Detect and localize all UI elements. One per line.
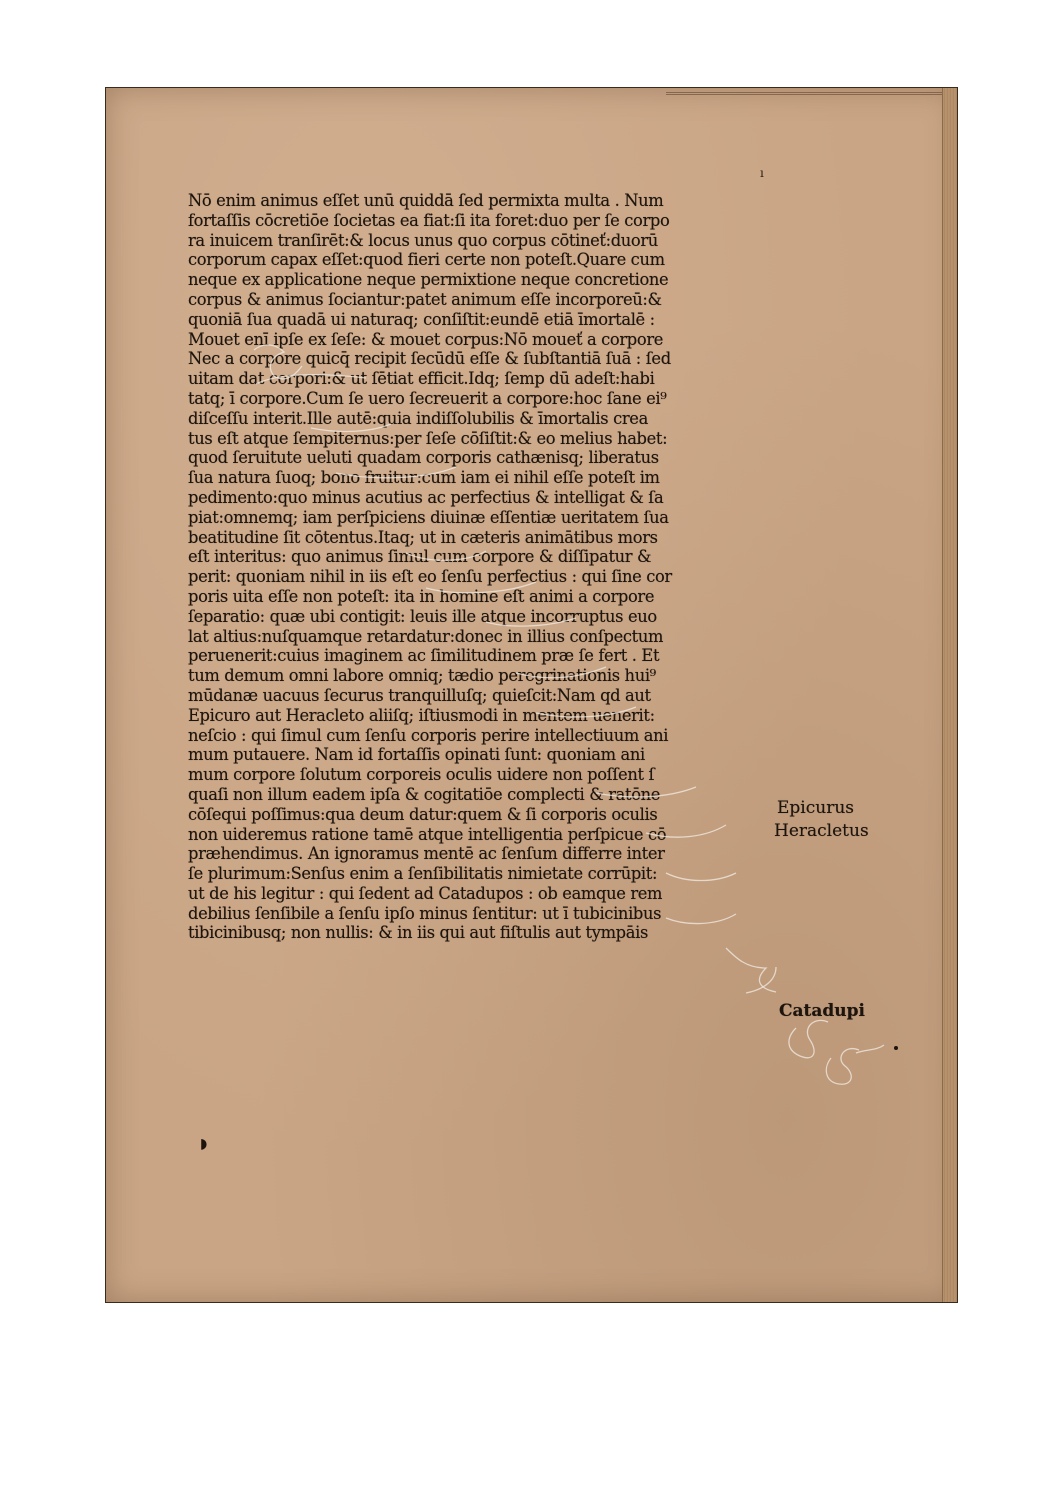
text-line: ſua natura ſuoq; bono fruitur:cum iam ei nihil eſſe poteſt im (188, 468, 660, 488)
text-line: præhendimus. An ignoramus mentē ac ſenſum differre inter (188, 844, 665, 864)
text-line: mum putauere. Nam id fortaſſis opinati ſunt: quoniam ani (188, 745, 645, 765)
text-line: ſeparatio: quæ ubi contigit: leuis ille atque incorruptus euo (188, 606, 657, 626)
book-page (105, 87, 958, 1303)
text-line: corpus & animus ſociantur:patet animum eſſe incorporeū:& (188, 289, 662, 309)
text-line: neſcio : qui ſimul cum ſenſu corporis perire intellectiuum ani (188, 725, 669, 745)
text-line: cōſequi poſſimus:qua deum datur:quem & ſi corporis oculis (188, 804, 658, 824)
text-line: Nec a corpore quicq̄ recipit ſecūdū eſſe & ſubſtantiā ſuā : ſed (188, 349, 671, 369)
text-line: uitam dat corpori:& ut ſētiat efficit.Idq; ſemp dū adeſt:habi (188, 369, 655, 389)
text-line: quod ſeruitute ueluti quadam corporis cathænisq; liberatus (188, 448, 659, 468)
text-line: pedimento:quo minus acutius ac perfectius & intelligat & ſa (188, 487, 664, 507)
text-line: piat:omnemq; iam perſpiciens diuinæ eſſentiæ ueritatem ſua (188, 507, 669, 527)
marginal-note-catadupi: Catadupi (779, 1001, 866, 1021)
scribble-stroke (789, 1020, 828, 1057)
scribble-stroke (746, 967, 776, 993)
text-line: tibicinibusq; non nullis: & in iis qui aut fiſtulis aut tympāis (188, 923, 648, 943)
text-line: tus eſt atque ſempiternus:per ſeſe cōſiſtit:& eo melius habet: (188, 428, 668, 448)
text-line: quaſi non illum eadem ipſa & cogitatiōe complecti & ratōne (188, 784, 661, 804)
scribble-stroke (726, 948, 776, 992)
ink-dot (894, 1046, 898, 1050)
marginal-note-epicurus: Epicurus (777, 798, 854, 818)
text-line: ra inuicem tranſirēt:& locus unus quo corpus cōtineť:duorū (188, 230, 658, 250)
page-stamp-mark: ı (760, 166, 764, 180)
text-line: poris uita eſſe non poteſt: ita in homine eſt animi a corpore (188, 586, 655, 606)
text-line: debilius ſenſibile a ſenſu ipſo minus ſentitur: ut ī tubicinibus (188, 903, 662, 923)
text-line: peruenerit:cuius imaginem ac ſimilitudinem præ ſe fert . Et (188, 646, 660, 666)
text-line: ſe plurimum:Senſus enim a ſenſibilitatis nimietate corrūpit: (188, 864, 658, 884)
text-line: Mouet enī ipſe ex ſeſe: & mouet corpus:Nō moueť a corpore (188, 329, 664, 349)
text-line: tum demum omni labore omniq; tædio peregrinationis hui⁹ (188, 666, 656, 686)
text-line: corporum capax eſſet:quod fieri certe non poteſt.Quare cum (188, 250, 665, 270)
text-line: ut de his legitur : qui ſedent ad Catadupos : ob eamque rem (188, 883, 663, 903)
text-line: quoniā ſua quadā ui naturaq; conſiſtit:eundē etiā īmortalē : (188, 309, 655, 329)
page-top-edge (666, 92, 956, 95)
text-line: tatq; ī corpore.Cum ſe uero ſecreuerit a corpore:hoc ſane ei⁹ (188, 388, 667, 408)
text-line: perit: quoniam nihil in iis eſt eo ſenſu perfectius : qui ſine cor (188, 567, 672, 587)
text-line: fortaſſis cōcretiōe ſocietas ea fiat:ſi ita foret:duo per ſe corpo (188, 210, 670, 230)
text-line: mum corpore ſolutum corporeis oculis uidere non poſſent ſ (188, 765, 655, 785)
text-line: Epicuro aut Heracleto aliiſq; iſtiusmodi in mentem uenerit: (188, 705, 655, 725)
scribble-stroke (856, 1045, 884, 1053)
text-line: Nō enim animus eſſet unū quiddā ſed permixta multa . Num (188, 191, 664, 210)
corner-ink-mark: ◗ (200, 1136, 208, 1152)
scribble-stroke (826, 1049, 859, 1085)
text-line: lat altius:nuſquamque retardatur:donec in illius conſpectum (188, 626, 664, 646)
text-line: beatitudine ſit cōtentus.Itaq; ut in cæteris animātibus mors (188, 527, 658, 547)
text-line: non uideremus ratione tamē atque intelligentia perſpicue cō (188, 824, 667, 844)
text-line: eſt interitus: quo animus ſimul cum corpore & diſſipatur & (188, 547, 652, 567)
text-line: diſceſſu interit.Ille autē:quia indiſſolubilis & īmortalis crea (188, 408, 648, 428)
marginal-note-heracletus: Heracletus (774, 821, 869, 841)
text-line: neque ex applicatione neque permixtione neque concretione (188, 270, 669, 290)
text-line: mūdanæ uacuus ſecurus tranquilluſq; quieſcit:Nam qd aut (188, 685, 651, 705)
body-text (188, 191, 788, 943)
page-right-edge (942, 88, 957, 1302)
